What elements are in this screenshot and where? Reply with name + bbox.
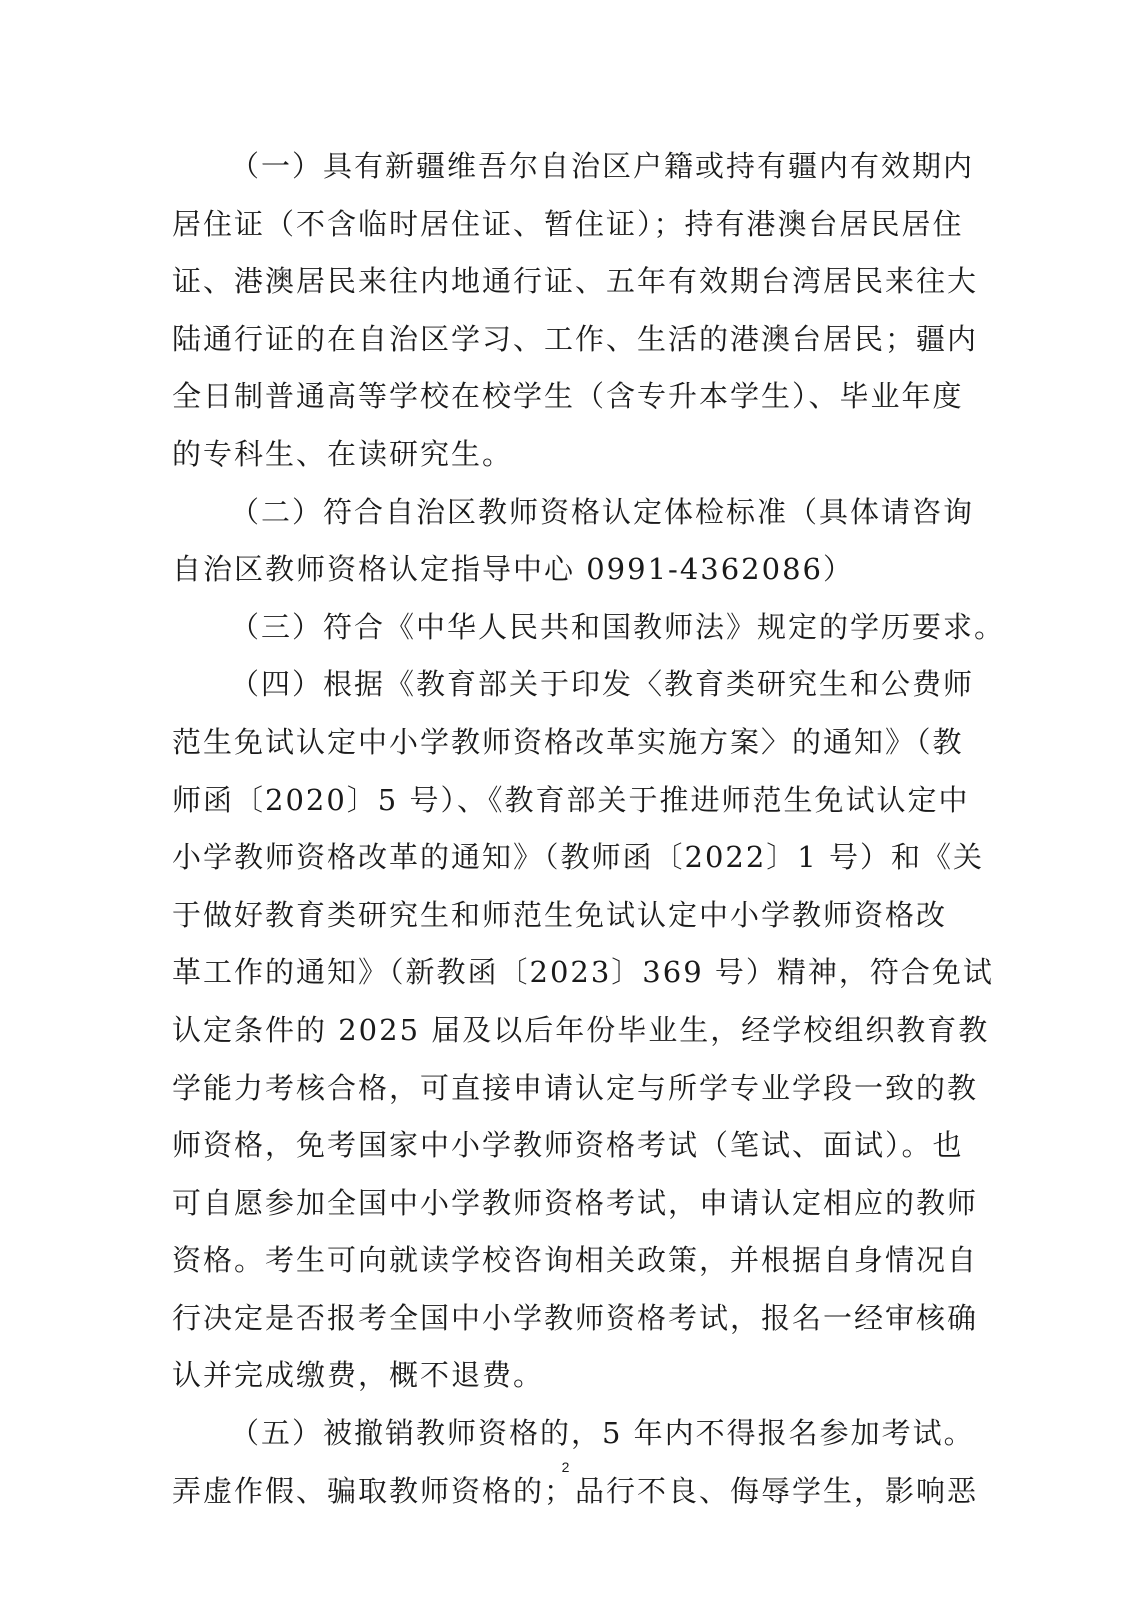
paragraph-4-line-3: 师函〔2020〕5 号）、《教育部关于推进师范生免试认定中: [172, 782, 970, 817]
paragraph-1-line-1: （一）具有新疆维吾尔自治区户籍或持有疆内有效期内: [230, 149, 975, 183]
paragraph-5-line-2: 弄虚作假、骗取教师资格的；品行不良、侮辱学生，影响恶: [172, 1473, 979, 1508]
paragraph-1-line-4: 陆通行证的在自治区学习、工作、生活的港澳台居民；疆内: [172, 321, 979, 356]
paragraph-4-line-2: 范生免试认定中小学教师资格改革实施方案〉的通知》（教: [172, 724, 964, 759]
paragraph-4-line-10: 可自愿参加全国中小学教师资格考试，申请认定相应的教师: [172, 1185, 979, 1220]
paragraph-5-line-1: （五）被撤销教师资格的，5 年内不得报名参加考试。: [230, 1416, 975, 1451]
paragraph-2-line-2: 自治区教师资格认定指导中心 0991-4362086）: [172, 552, 854, 587]
paragraph-4-line-1: （四）根据《教育部关于印发〈教育类研究生和公费师: [230, 667, 975, 702]
paragraph-4-line-8: 学能力考核合格，可直接申请认定与所学专业学段一致的教: [172, 1070, 979, 1105]
paragraph-4-line-9: 师资格，免考国家中小学教师资格考试（笔试、面试）。也: [172, 1128, 964, 1163]
paragraph-4-line-4: 小学教师资格改革的通知》（教师函〔2022〕1 号）和《关: [172, 840, 984, 875]
paragraph-3-line-1: （三）符合《中华人民共和国教师法》规定的学历要求。: [230, 609, 1006, 644]
paragraph-4-line-7: 认定条件的 2025 届及以后年份毕业生，经学校组织教育教: [172, 1012, 990, 1047]
paragraph-4-line-5: 于做好教育类研究生和师范生免试认定中小学教师资格改: [172, 897, 948, 932]
paragraph-4-line-13: 认并完成缴费，概不退费。: [172, 1358, 545, 1393]
paragraph-2-line-1: （二）符合自治区教师资格认定体检标准（具体请咨询: [230, 494, 975, 529]
paragraph-1-line-2: 居住证（不含临时居住证、暂住证）；持有港澳台居民居住: [172, 206, 964, 241]
paragraph-4-line-12: 行决定是否报考全国中小学教师资格考试，报名一经审核确: [172, 1300, 979, 1335]
paragraph-1-line-6: 的专科生、在读研究生。: [172, 436, 514, 471]
document-body: [172, 138, 1006, 1520]
paragraph-1-line-5: 全日制普通高等学校在校学生（含专升本学生）、毕业年度: [172, 379, 964, 414]
paragraph-4-line-6: 革工作的通知》（新教函〔2023〕369 号）精神，符合免试: [172, 955, 994, 990]
page-number: 2: [561, 1459, 570, 1475]
paragraph-4-line-11: 资格。考生可向就读学校咨询相关政策，并根据自身情况自: [172, 1243, 979, 1278]
paragraph-1-line-3: 证、港澳居民来往内地通行证、五年有效期台湾居民来往大: [172, 264, 979, 299]
